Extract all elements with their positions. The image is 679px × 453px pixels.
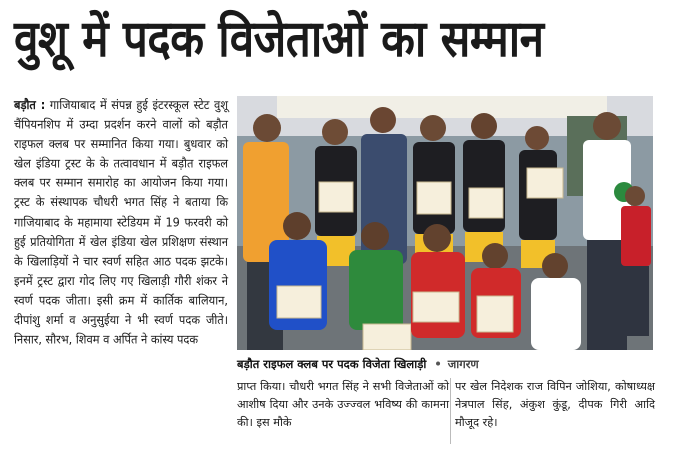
article-body-left-text: गाजियाबाद में संपन्न हुई इंटरस्कूल स्टेट वुशू चैंपियनशिप में उम्दा प्रदर्शन करने वालों को बड़ौत राइफल क्लब पर सम्मानित किया गया। बुधवार को खेल इंडिया ट्रस्ट के के तत्वावधान में बड़ौत राइफल क्लब पर सम्मान समारोह का आयोजन किया गया। ट्रस्ट के संस्थापक चौधरी भगत सिंह ने बताया कि गाजियाबाद के महामाया स्टेडियम में 19 फरवरी को हुई प्रतियोगिता में खेल इंडिया खेल प्रशिक्षण संस्थान के खिलाड़ियों ने चार स्वर्ण सहित आठ पदक झटके। इनमें ट्रस्ट द्वारा गोद लिए गए खिलाड़ी गौरी शंकर ने स्वर्ण पदक जीता। इसी क्रम में कार्तिक बालियान, दीपांशु शर्मा व अनुसुईया ने भी स्वर्ण पदक जीते। निसार, सौरभ, शिवम व अर्पित ने कांस्य पदक: [14, 98, 229, 347]
article-body-left-column: [14, 96, 228, 350]
article-body-right-column: पर खेल निदेशक राज विपिन जोशिया, कोषाध्यक्ष नेत्रपाल सिंह, अंकुश कुंडू, दीपक गिरी आदि मौजूद रहे।: [455, 380, 655, 430]
article-body-middle-column: प्राप्त किया। चौधरी भगत सिंह ने सभी विजेताओं को आशीष दिया और उनके उज्ज्वल भविष्य की कामना की। इस मौके: [237, 380, 449, 430]
caption-separator: •: [434, 357, 442, 371]
article-headline: वुशू में पदक विजेताओं का सम्मान: [14, 10, 544, 69]
column-divider: [450, 378, 451, 444]
award-group-photo: [237, 96, 653, 350]
article-dateline: बड़ौत :: [14, 98, 46, 113]
photo-credit: जागरण: [447, 357, 479, 371]
photo-caption: बड़ौत राइफल क्लब पर पदक विजेता खिलाड़ी: [237, 357, 427, 371]
photo-caption-line: [237, 354, 653, 374]
